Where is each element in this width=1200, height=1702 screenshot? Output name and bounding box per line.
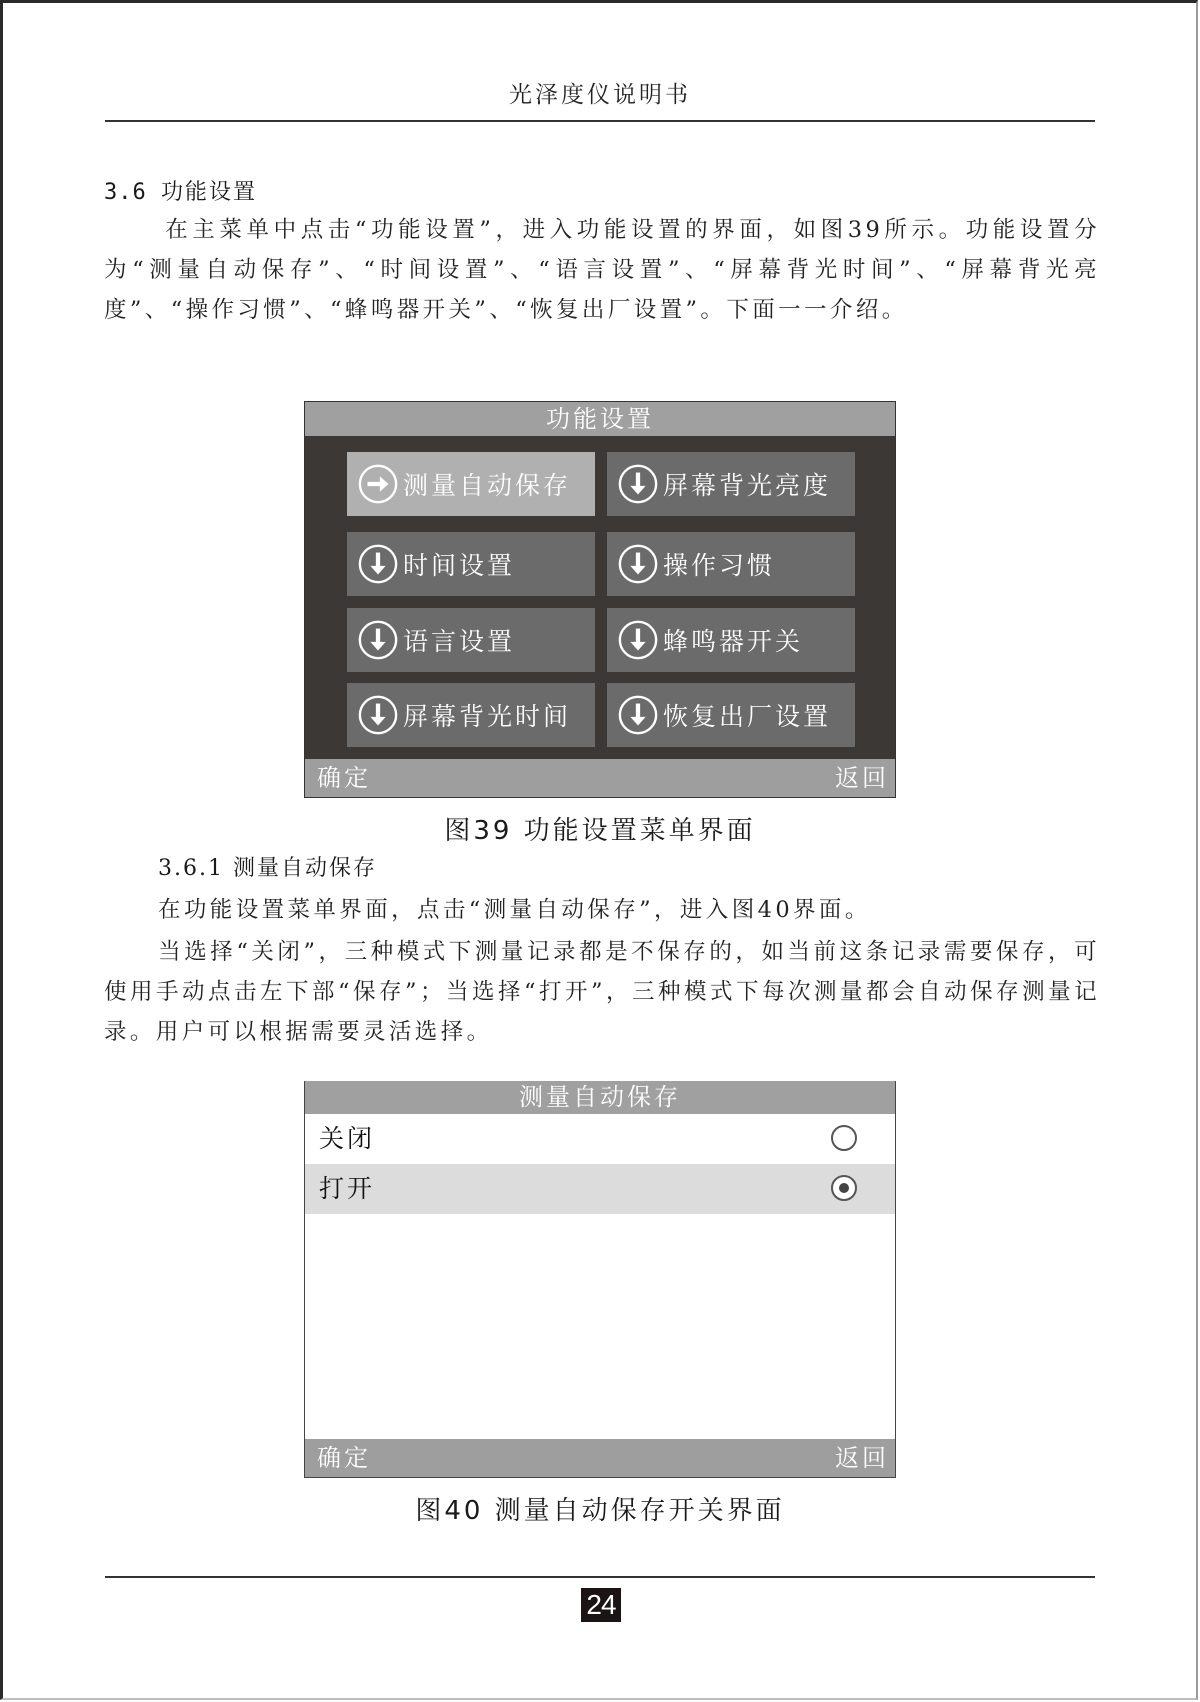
subsection-number: 3.6.1	[158, 856, 224, 881]
menu-item-language-settings[interactable]	[347, 608, 595, 672]
menu-item-label: 屏幕背光亮度	[663, 471, 832, 500]
menu-item-label: 语言设置	[403, 627, 516, 656]
screen-title-bar: 测量自动保存	[305, 1081, 895, 1114]
menu-item-time-settings[interactable]	[347, 532, 595, 596]
option-row-on[interactable]	[305, 1164, 895, 1214]
radio-off[interactable]	[831, 1125, 857, 1151]
menu-item-buzzer-switch[interactable]	[607, 608, 855, 672]
menu-item-factory-reset[interactable]	[607, 683, 855, 747]
menu-item-label: 测量自动保存	[403, 471, 572, 500]
arrow-down-circle-icon	[617, 694, 659, 736]
screen-title-bar: 功能设置	[305, 402, 895, 436]
section-number: 3.6	[104, 180, 147, 205]
section-heading	[104, 175, 257, 206]
menu-item-auto-save[interactable]	[347, 452, 595, 516]
menu-item-backlight-time[interactable]	[347, 683, 595, 747]
menu-item-backlight-brightness[interactable]	[607, 452, 855, 516]
section-intro-paragraph	[104, 210, 1100, 330]
menu-item-label: 操作习惯	[663, 551, 776, 580]
confirm-button[interactable]: 确定	[317, 764, 371, 792]
arrow-down-circle-icon	[357, 694, 399, 736]
confirm-button[interactable]: 确定	[317, 1444, 371, 1472]
radio-selected-dot-icon	[839, 1183, 849, 1193]
figure-39-caption: 图39 功能设置菜单界面	[444, 816, 756, 846]
arrow-down-circle-icon	[357, 619, 399, 661]
running-header: 光泽度仪说明书	[509, 82, 691, 108]
function-settings-screen	[304, 401, 896, 798]
auto-save-screen	[304, 1081, 896, 1478]
subsection-heading	[158, 851, 377, 882]
menu-item-label: 蜂鸣器开关	[663, 627, 804, 656]
footer-divider	[105, 1576, 1095, 1578]
figure-40-caption: 图40 测量自动保存开关界面	[415, 1496, 785, 1526]
subsection-title: 测量自动保存	[232, 856, 377, 881]
subsection-paragraph-2-text: 当选择“关闭”，三种模式下测量记录都是不保存的，如当前这条记录需要保存，可使用手动点击左下部“保存”；当选择“打开”，三种模式下每次测量都会自动保存测量记录。用户可以根据需要灵活选择。	[104, 939, 1100, 1045]
subsection-paragraph-2	[104, 932, 1100, 1052]
arrow-right-circle-icon	[357, 463, 399, 505]
section-intro-text: 在主菜单中点击“功能设置”，进入功能设置的界面，如图39所示。功能设置分为“测量自动保存”、“时间设置”、“语言设置”、“屏幕背光时间”、“屏幕背光亮度”、“操作习惯”、“蜂鸣器开关”、“恢复出厂设置”。下面一一介绍。	[104, 217, 1100, 323]
option-row-off[interactable]	[305, 1114, 895, 1164]
section-title: 功能设置	[161, 180, 258, 205]
arrow-down-circle-icon	[617, 463, 659, 505]
option-label: 打开	[319, 1174, 376, 1203]
menu-item-operation-habits[interactable]	[607, 532, 855, 596]
menu-item-label: 时间设置	[403, 551, 516, 580]
screen-footer-bar	[305, 759, 895, 797]
option-label: 关闭	[319, 1124, 376, 1153]
menu-item-label: 恢复出厂设置	[663, 702, 832, 731]
arrow-down-circle-icon	[617, 619, 659, 661]
menu-item-label: 屏幕背光时间	[403, 702, 572, 731]
screen-footer-bar	[305, 1439, 895, 1477]
page-number: 24	[581, 1588, 621, 1622]
back-button[interactable]: 返回	[835, 1444, 889, 1472]
arrow-down-circle-icon	[357, 543, 399, 585]
header-divider	[105, 120, 1095, 122]
subsection-paragraph-1: 在功能设置菜单界面，点击“测量自动保存”，进入图40界面。	[158, 897, 871, 923]
arrow-down-circle-icon	[617, 543, 659, 585]
radio-on[interactable]	[831, 1175, 857, 1201]
back-button[interactable]: 返回	[835, 764, 889, 792]
